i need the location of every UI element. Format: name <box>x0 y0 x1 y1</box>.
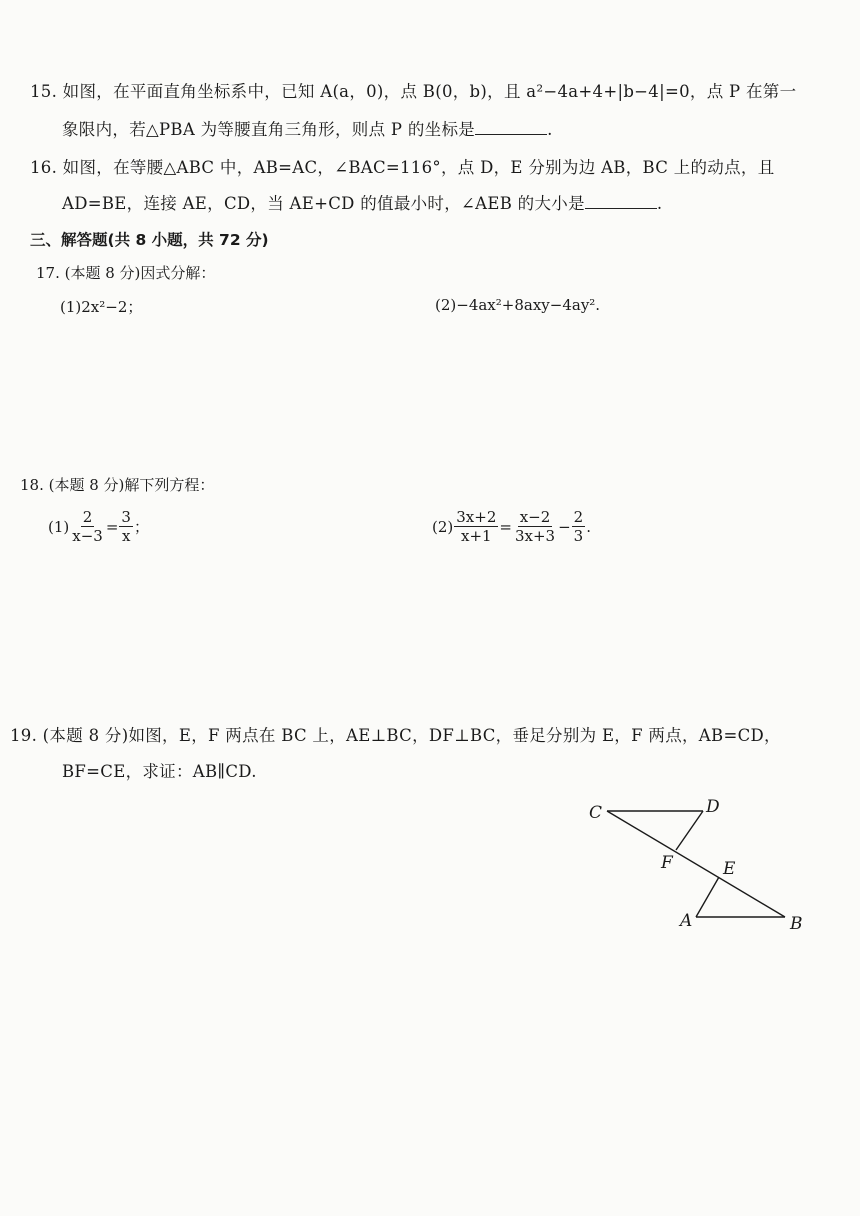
segment-df <box>676 811 703 850</box>
point-label-f: F <box>661 853 673 873</box>
q15-line2-end: . <box>547 120 553 139</box>
q17-part1: (1)2x²−2； <box>60 298 143 316</box>
q18-part1-end: ； <box>133 518 149 536</box>
q16-line1: 16. 如图，在等腰△ABC 中，AB=AC，∠BAC=116°，点 D，E 分别为边 AB，BC 上的动点，且 <box>30 158 775 177</box>
q18-part2-equals: = <box>499 517 512 536</box>
q18-p1-denominator-left: x−3 <box>72 527 103 545</box>
point-label-c: C <box>589 803 603 823</box>
segment-cb <box>607 811 785 917</box>
q18-p2-numerator-3: 2 <box>573 508 584 526</box>
point-label-e: E <box>723 859 736 879</box>
q18-part1-equals: = <box>105 517 119 536</box>
q18-p2-numerator-2: x−2 <box>519 508 551 526</box>
q18-p2-denominator-2: 3x+3 <box>514 527 556 545</box>
q19-line1: 19. (本题 8 分)如图，E，F 两点在 BC 上，AE⊥BC，DF⊥BC，垂足分别为 E，F 两点，AB=CD， <box>10 726 781 745</box>
q15-line1: 15. 如图，在平面直角坐标系中，已知 A(a，0)，点 B(0，b)，且 a²−4a+4+|b−4|=0，点 P 在第一 <box>30 82 797 101</box>
q16-line2-end: . <box>656 194 663 213</box>
q17-title: 17. (本题 8 分)因式分解： <box>36 264 216 282</box>
q17-part2: (2)−4ax²+8axy−4ay². <box>435 296 601 314</box>
q15-line2-text: 象限内，若△PBA 为等腰直角三角形，则点 P 的坐标是 <box>62 120 476 139</box>
q18-p2-denominator-3: 3 <box>573 527 584 545</box>
q19-line2: BF=CE，求证：AB∥CD. <box>62 762 257 781</box>
q18-p2-numerator-1: 3x+2 <box>456 508 497 526</box>
q18-p1-numerator-right: 3 <box>121 508 131 526</box>
q18-p1-denominator-right: x <box>121 527 131 545</box>
segment-ea <box>696 877 719 917</box>
q16-line2-text: AD=BE，连接 AE，CD，当 AE+CD 的值最小时，∠AEB 的大小是 <box>62 194 585 213</box>
q18-p2-denominator-1: x+1 <box>461 527 492 545</box>
q18-part2-label: (2) <box>432 517 454 536</box>
figure-lines <box>607 811 785 917</box>
q18-part2-end: . <box>586 517 591 536</box>
q18-title: 18. (本题 8 分)解下列方程： <box>20 476 215 494</box>
q18-part2-minus: − <box>558 517 571 536</box>
point-label-a: A <box>680 911 693 931</box>
point-label-d: D <box>706 797 720 817</box>
q18-p1-numerator-left: 2 <box>82 508 93 526</box>
q18-part1-label: (1) <box>48 517 70 536</box>
section-3-heading: 三、解答题(共 8 小题，共 72 分) <box>30 231 269 249</box>
point-label-b: B <box>790 914 803 934</box>
